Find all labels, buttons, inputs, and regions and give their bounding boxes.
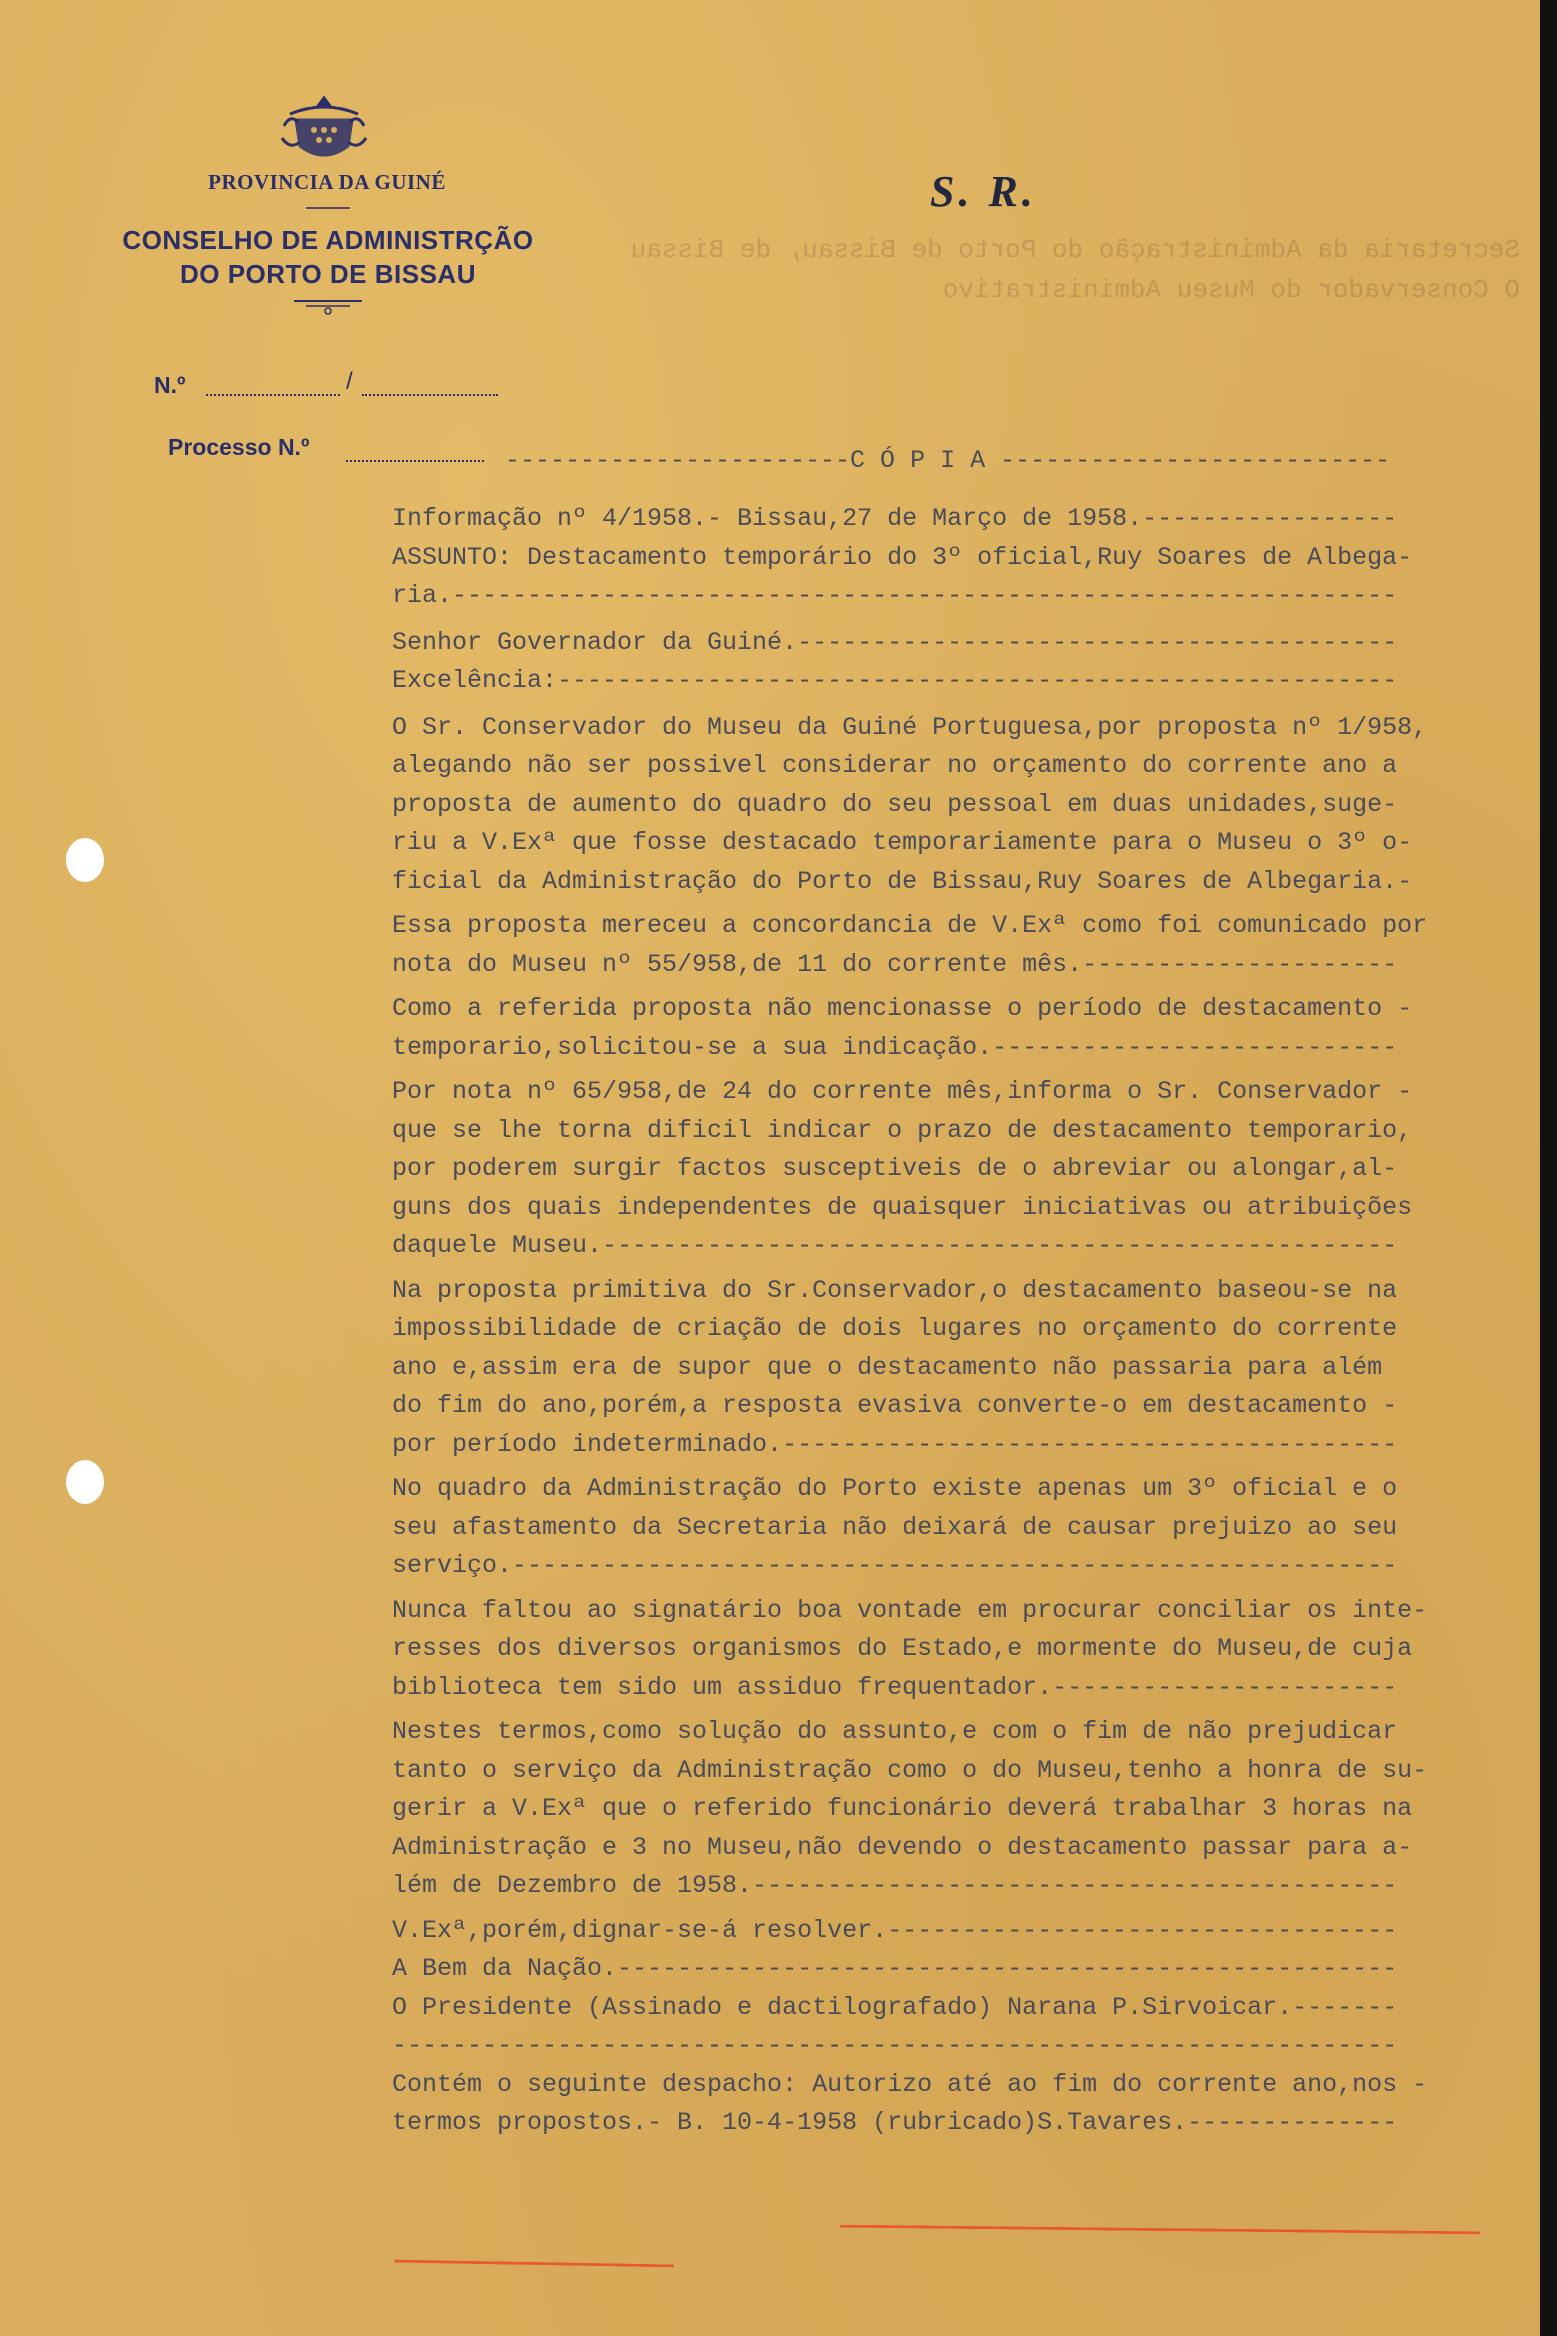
letterhead-divider [306, 207, 350, 209]
pencil-underline [840, 2225, 1480, 2235]
typed-body [392, 500, 1532, 2143]
body-line: gerir a V.Exª que o referido funcionário deverá trabalhar 3 horas na [392, 1794, 1413, 1823]
signature-line: O Presidente (Assinado e dactilografado) Narana P.Sirvoicar.------- [392, 1992, 1398, 2022]
body-line: guns dos quais independentes de quaisquer iniciativas ou atribuições [392, 1192, 1413, 1222]
body-line: por período indeterminado.----------------------------------------- [392, 1429, 1398, 1459]
body-line: por poderem surgir factos susceptiveis de o abreviar ou alongar,al- [392, 1154, 1398, 1183]
body-line: que se lhe torna dificil indicar o prazo de destacamento temporario, [392, 1115, 1413, 1145]
body-line: daquele Museu.----------------------------------------------------- [392, 1231, 1398, 1260]
body-line: Senhor Governador da Guiné.---------------------------------------- [392, 627, 1398, 657]
coat-of-arms-icon [278, 92, 370, 166]
body-line: biblioteca tem sido um assiduo frequentador.----------------------- [392, 1672, 1398, 1702]
number-field-separator: / [346, 368, 353, 395]
body-line: Excelência:-------------------------------------------------------- [392, 666, 1398, 695]
body-line: Administração e 3 no Museu,não devendo o destacamento passar para a- [392, 1832, 1413, 1862]
body-line: nota do Museu nº 55/958,de 11 do corrente mês.--------------------- [392, 949, 1398, 979]
body-line: O Sr. Conservador do Museu da Guiné Portuguesa,por proposta nº 1/958, [392, 712, 1428, 742]
body-line: Essa proposta mereceu a concordancia de V.Exª como foi comunicado por [392, 911, 1428, 940]
body-line: serviço.----------------------------------------------------------- [392, 1551, 1398, 1580]
punch-hole [66, 838, 104, 882]
dispatch-line: termos propostos.- B. 10-4-1958 (rubricado)S.Tavares.-------------- [392, 2108, 1398, 2137]
council-name-line-1: CONSELHO DE ADMINISTRÇÃO [122, 225, 534, 255]
province-name: PROVINCIA DA GUINÉ [208, 170, 446, 194]
body-line: Como a referida proposta não mencionasse o período de destacamento - [392, 994, 1413, 1023]
number-field-line [206, 394, 340, 396]
body-line: resses dos diversos organismos do Estado,e mormente do Museu,de cuja [392, 1634, 1413, 1663]
body-line: V.Exª,porém,dignar-se-á resolver.---------------------------------- [392, 1915, 1398, 1945]
dispatch-line: Contém o seguinte despacho: Autorizo até ao fim do corrente ano,nos - [392, 2069, 1428, 2099]
show-through-text: Secretaria da Administração do Porto de Bissau, de Bissau O Conservador do Museu Administrativo [630, 235, 1520, 305]
punch-hole [66, 1460, 104, 1504]
body-line: No quadro da Administração do Porto existe apenas um 3º oficial e o [392, 1474, 1398, 1503]
copy-heading: -----------------------C Ó P I A -------------------------- [505, 446, 1391, 475]
separator-line: ------------------------------------------------------------------- [392, 2031, 1398, 2060]
number-field-label: N.º [154, 372, 186, 398]
body-line: Informação nº 4/1958.- Bissau,27 de Março de 1958.----------------- [392, 504, 1398, 533]
body-line: temporario,solicitou-se a sua indicação.--------------------------- [392, 1032, 1398, 1062]
body-line: ria.--------------------------------------------------------------- [392, 581, 1398, 610]
body-line: Nunca faltou ao signatário boa vontade em procurar conciliar os inte- [392, 1595, 1428, 1625]
council-name-line-2: DO PORTO DE BISSAU [179, 259, 476, 289]
body-line: impossibilidade de criação de dois lugares no orçamento do corrente [392, 1314, 1398, 1343]
body-line: ASSUNTO: Destacamento temporário do 3º oficial,Ruy Soares de Albega- [392, 542, 1413, 572]
body-line: do fim do ano,porém,a resposta evasiva converte-o em destacamento - [392, 1391, 1398, 1420]
body-line: ano e,assim era de supor que o destacamento não passaria para além [392, 1352, 1383, 1382]
body-line: alegando não ser possivel considerar no orçamento do corrente ano a [392, 751, 1398, 780]
process-field-line [346, 460, 484, 462]
body-line: riu a V.Exª que fosse destacado temporariamente para o Museu o 3º o- [392, 828, 1413, 857]
process-field-label: Processo N.º [168, 434, 310, 460]
body-line: Por nota nº 65/958,de 24 do corrente mês,informa o Sr. Conservador - [392, 1077, 1413, 1106]
body-line: A Bem da Nação.---------------------------------------------------- [392, 1954, 1398, 1983]
scan-edge [1540, 0, 1557, 2336]
body-line: Na proposta primitiva do Sr.Conservador,o destacamento baseou-se na [392, 1275, 1398, 1305]
letterhead [88, 170, 568, 320]
number-year-field-line [362, 394, 498, 396]
letterhead-ornament [288, 297, 368, 315]
body-line: tanto o serviço da Administração como o do Museu,tenho a honra de su- [392, 1755, 1428, 1785]
body-line: lém de Dezembro de 1958.------------------------------------------- [392, 1871, 1398, 1900]
body-line: seu afastamento da Secretaria não deixará de causar prejuizo ao seu [392, 1512, 1398, 1542]
body-line: ficial da Administração do Porto de Bissau,Ruy Soares de Albegaria.- [392, 866, 1413, 896]
body-line: Nestes termos,como solução do assunto,e com o fim de não prejudicar [392, 1717, 1398, 1746]
pencil-underline [394, 2260, 674, 2268]
header-mark: S. R. [930, 167, 1037, 216]
body-line: proposta de aumento do quadro do seu pessoal em duas unidades,suge- [392, 789, 1398, 819]
